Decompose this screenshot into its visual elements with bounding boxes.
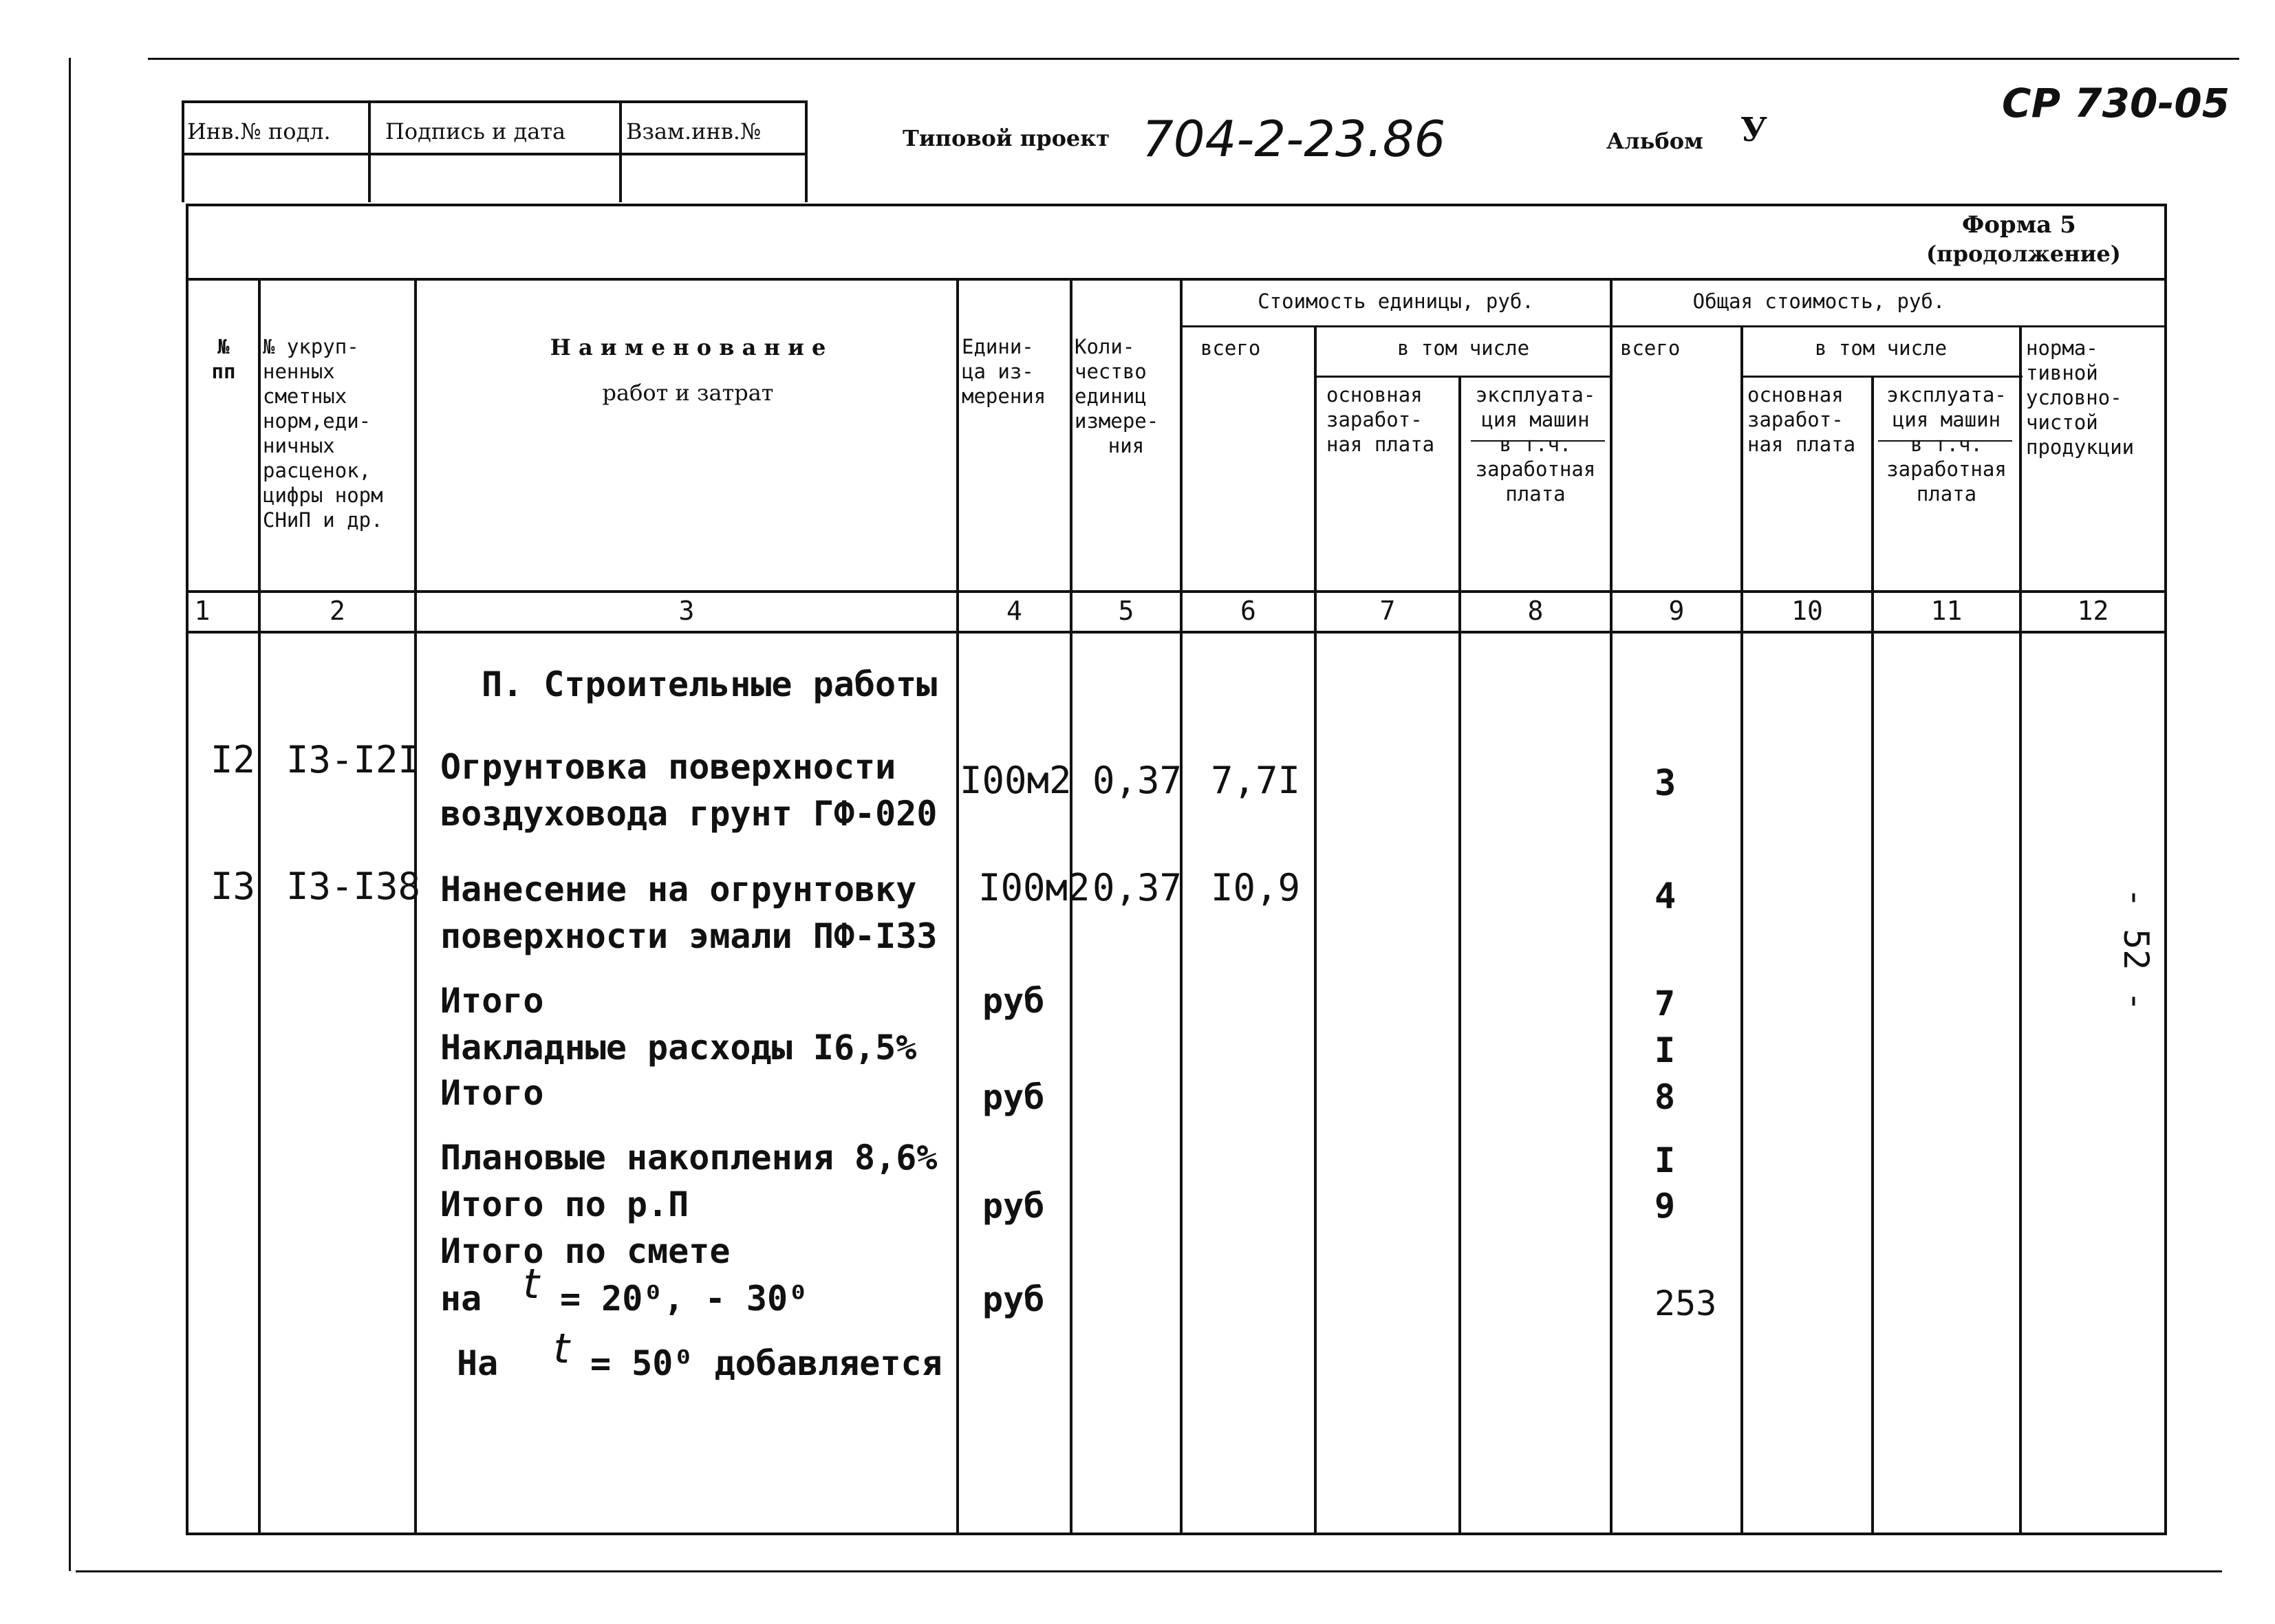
row-code: I3-I2I (286, 738, 421, 781)
row-total: 3 (1654, 763, 1676, 804)
summary-itogo-1: Итого (440, 981, 544, 1021)
col1-header: № пп (211, 335, 236, 383)
form-continuation: (продолжение) (1926, 241, 2121, 267)
temp-line-1-total: 253 (1654, 1284, 1717, 1323)
section-title: П. Строительные работы (482, 664, 938, 704)
col-number-12: 12 (2077, 596, 2109, 626)
row-unit: I00м2 (978, 866, 1090, 909)
unit-cost-header: Стоимость единицы, руб. (1258, 290, 1534, 313)
total-cost-expl-header: эксплуата- ция машин в т.ч. заработная плата (1886, 383, 2007, 506)
total-cost-v-tom-chisle: в том числе (1814, 336, 1948, 360)
summary-itogo-1-total: 7 (1654, 984, 1676, 1024)
row-total: 4 (1654, 876, 1676, 917)
row-name-line1: Огрунтовка поверхности (440, 747, 896, 787)
row-unit: I00м2 (960, 759, 1072, 802)
summary-itogo-section-unit: руб (982, 1186, 1045, 1226)
unit-cost-expl-header: эксплуата- ция машин в т.ч. заработная плата (1475, 383, 1596, 506)
col3-header-title: Н а и м е н о в а н и е (550, 334, 826, 360)
temp-var: t (523, 1260, 539, 1308)
summary-planned-total: I (1654, 1140, 1676, 1180)
col-number-9: 9 (1668, 596, 1685, 626)
summary-overhead-total: I (1654, 1030, 1676, 1070)
row-number: I2 (211, 738, 256, 781)
stamp-signature-date: Подпись и дата (385, 118, 566, 144)
col-number-1: 1 (194, 596, 211, 626)
project-number: 704-2-23.86 (1142, 110, 1446, 168)
row-name-line2: поверхности эмали ПФ-I33 (440, 916, 938, 956)
row-name-line2: воздуховода грунт ГФ-020 (440, 794, 938, 834)
col3-header-sub: работ и затрат (602, 380, 774, 406)
total-cost-vsego: всего (1620, 336, 1681, 360)
row-unit-price: 7,7I (1211, 759, 1301, 802)
col4-header: Едини- ца из- мерения (962, 335, 1046, 408)
row-code: I3-I38 (286, 865, 421, 908)
summary-itogo-section-total: 9 (1654, 1186, 1676, 1226)
summary-overhead: Накладные расходы I6,5% (440, 1028, 917, 1068)
summary-itogo-1-unit: руб (982, 981, 1045, 1021)
total-cost-header: Общая стоимость, руб. (1692, 290, 1945, 313)
col-number-10: 10 (1791, 596, 1823, 626)
temp2-rest: = 50⁰ добавляется (590, 1343, 942, 1383)
col5-header: Коли- чество единиц измере- ния (1075, 335, 1159, 457)
col-number-2: 2 (330, 596, 345, 626)
unit-cost-vsego: всего (1200, 336, 1261, 360)
summary-itogo-2: Итого (440, 1073, 544, 1113)
col2-header: № укруп- ненных сметных норм,еди- ничных расценок, цифры норм СНиП и др. (263, 335, 383, 532)
stamp-inv-no: Инв.№ подл. (187, 118, 331, 144)
temp2-prefix: На (457, 1343, 499, 1383)
row-unit-price: I0,9 (1211, 866, 1301, 909)
frame-left-line (69, 58, 71, 1571)
col-number-5: 5 (1118, 596, 1134, 626)
col-number-7: 7 (1379, 596, 1396, 626)
summary-itogo-section: Итого по р.П (440, 1184, 689, 1224)
temp-rest: = 20⁰, - 30⁰ (559, 1279, 809, 1319)
col-number-4: 4 (1006, 596, 1022, 626)
stamp-vzam-inv: Взам.инв.№ (626, 118, 762, 144)
frame-top-line (148, 58, 2239, 60)
temp-line-2 (457, 1325, 942, 1387)
norm-header: норма- тивной условно- чистой продукции (2026, 336, 2135, 459)
summary-itogo-2-unit: руб (982, 1077, 1045, 1117)
row-qty: 0,37 (1092, 866, 1183, 909)
row-number: I3 (211, 865, 256, 908)
total-cost-osn-header: основная заработ- ная плата (1747, 383, 1856, 456)
col-number-11: 11 (1930, 596, 1963, 626)
col-number-6: 6 (1240, 596, 1256, 626)
temp-prefix: на (440, 1279, 482, 1319)
frame-bottom-line (76, 1570, 2222, 1572)
page-side-number: - 52 - (2116, 887, 2156, 1012)
summary-itogo-2-total: 8 (1654, 1077, 1676, 1117)
form-label: Форма 5 (1962, 211, 2076, 239)
row-name-line1: Нанесение на огрунтовку (440, 869, 917, 909)
project-label: Типовой проект (903, 125, 1110, 151)
temp-line-1-unit: руб (982, 1279, 1045, 1319)
album-label: Альбом (1606, 128, 1703, 154)
corner-code: СР 730-05 (2002, 80, 2230, 127)
col-number-3: 3 (678, 596, 695, 626)
unit-cost-v-tom-chisle: в том числе (1397, 336, 1530, 360)
summary-planned: Плановые накопления 8,6% (440, 1138, 938, 1178)
unit-cost-osn-header: основная заработ- ная плата (1326, 383, 1435, 456)
col-number-8: 8 (1527, 596, 1544, 626)
summary-itogo-estimate: Итого по смете (440, 1231, 731, 1271)
temp2-var: t (553, 1325, 570, 1373)
row-qty: 0,37 (1092, 759, 1183, 802)
album-value: У (1740, 111, 1767, 149)
temp-line-1 (440, 1260, 809, 1323)
